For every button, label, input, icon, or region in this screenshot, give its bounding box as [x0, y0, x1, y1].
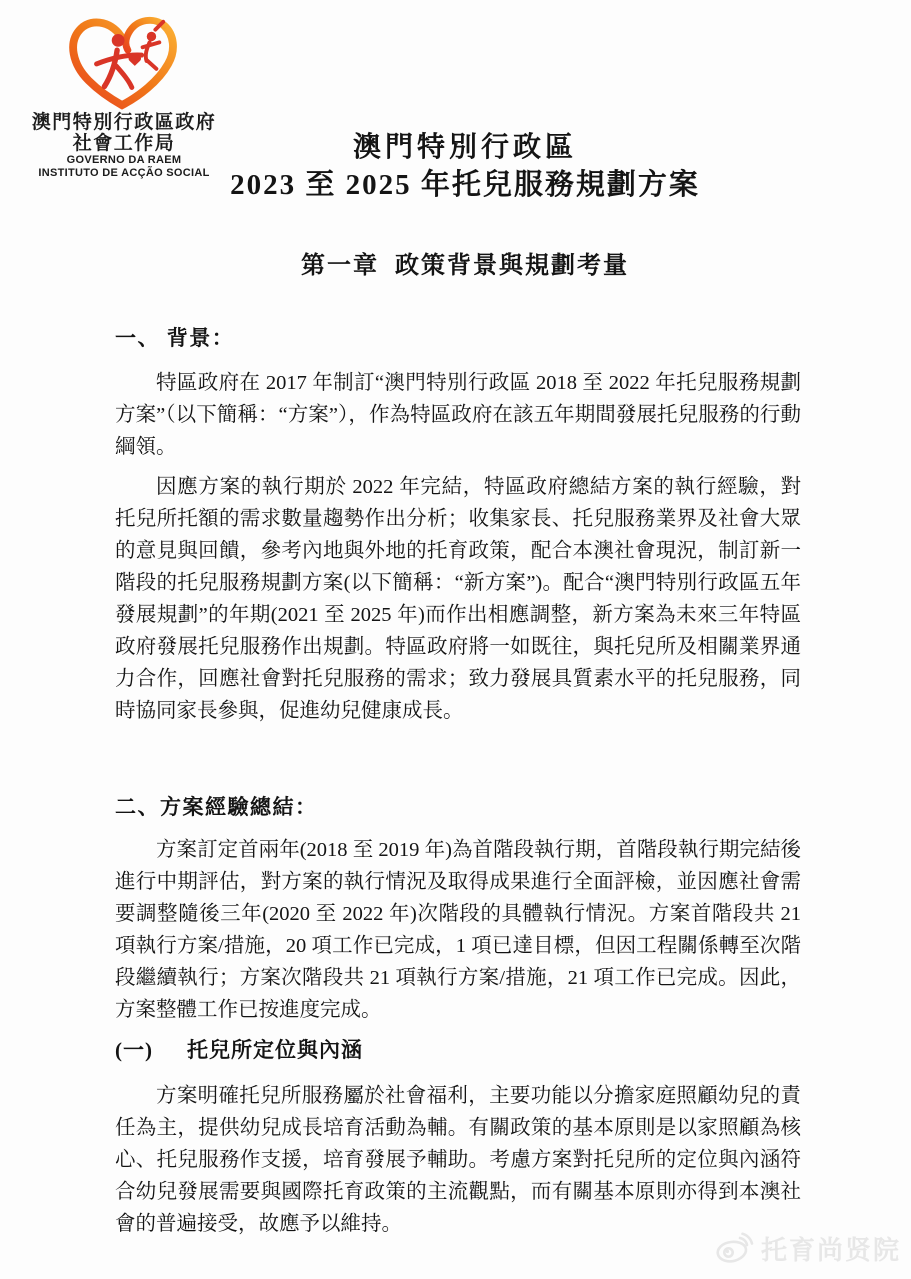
chapter-number: 第一章 [301, 253, 379, 279]
watermark [714, 1230, 901, 1267]
subsection-1-title: 托兒所定位與內涵 [187, 1038, 363, 1062]
org-name-zh-line1: 澳門特別行政區政府 [31, 112, 217, 133]
document-title-line1: 澳門特別行政區 [352, 132, 577, 163]
document-body [115, 322, 801, 1240]
subsection-1-number: (一) [115, 1038, 153, 1062]
org-name-zh-line2: 社會工作局 [72, 133, 176, 154]
document-title-line2: 2023 至 2025 年托兒服務規劃方案 [230, 169, 700, 201]
document-title [115, 131, 815, 202]
chapter-heading [115, 245, 815, 280]
subsection-1-heading [115, 1034, 801, 1066]
section-1-paragraph-1: 特區政府在 2017 年制訂“澳門特別行政區 2018 至 2022 年托兒服務規劃方案”（以下簡稱：“方案”），作為特區政府在該五年期間發展托兒服務的行動綱領。 [115, 372, 801, 458]
org-name-pt-line2: INSTITUTO DE ACÇÃO SOCIAL [38, 166, 210, 179]
chapter-title: 政策背景與規劃考量 [395, 253, 629, 279]
ias-heart-logo [60, 10, 188, 112]
subsection-1-paragraph-1: 方案明確托兒所服務屬於社會福利，主要功能以分擔家庭照顧幼兒的責任為主，提供幼兒成長培育活動為輔。有關政策的基本原則是以家照顧為核心、托兒服務作支援，培育發展予輔助。考慮方案對托兒所的定位與內涵符合幼兒發展需要與國際托育政策的主流觀點，而有關基本原則亦得到本澳社會的普遍接受，故應予以維持。 [115, 1085, 801, 1235]
watermark-text: 托育尚贤院 [760, 1235, 901, 1265]
section-1-paragraph-2: 因應方案的執行期於 2022 年完結，特區政府總結方案的執行經驗，對托兒所托額的需求數量趨勢作出分析；收集家長、托兒服務業界及社會大眾的意見與回饋，參考內地與外地的托育政策，配合本澳社會現況，制訂新一階段的托兒服務規劃方案(以下簡稱：“新方案”)。配合“澳門特別行政區五年發展規劃”的年期(2021 至 2025 年)而作出相應調整，新方案為未來三年特區政府發展托兒服務作出規劃。特區政府將一如既往，與托兒所及相關業界通力合作，回應社會對托兒服務的需求；致力發展具質素水平的托兒服務，同時協同家長參與，促進幼兒健康成長。 [115, 476, 801, 722]
section-2-heading: 二、方案經驗總結： [115, 795, 318, 819]
org-name-pt-line1: GOVERNO DA RAEM [66, 154, 182, 166]
section-2-paragraph-1: 方案訂定首兩年(2018 至 2019 年)為首階段執行期，首階段執行期完結後進行中期評估，對方案的執行情況及取得成果進行全面評檢，並因應社會需要調整隨後三年(2020 至 2022 年)次階段的具體執行情況。方案首階段共 21 項執行方案/措施，20 項工作已完成，1 項已達目標，但因工程關係轉至次階段繼續執行；方案次階段共 21 項執行方案/措施，21 項工作已完成。因此，方案整體工作已按進度完成。 [115, 839, 801, 1021]
section-1-heading: 一、 背景： [115, 326, 235, 350]
weibo-icon [714, 1232, 754, 1265]
